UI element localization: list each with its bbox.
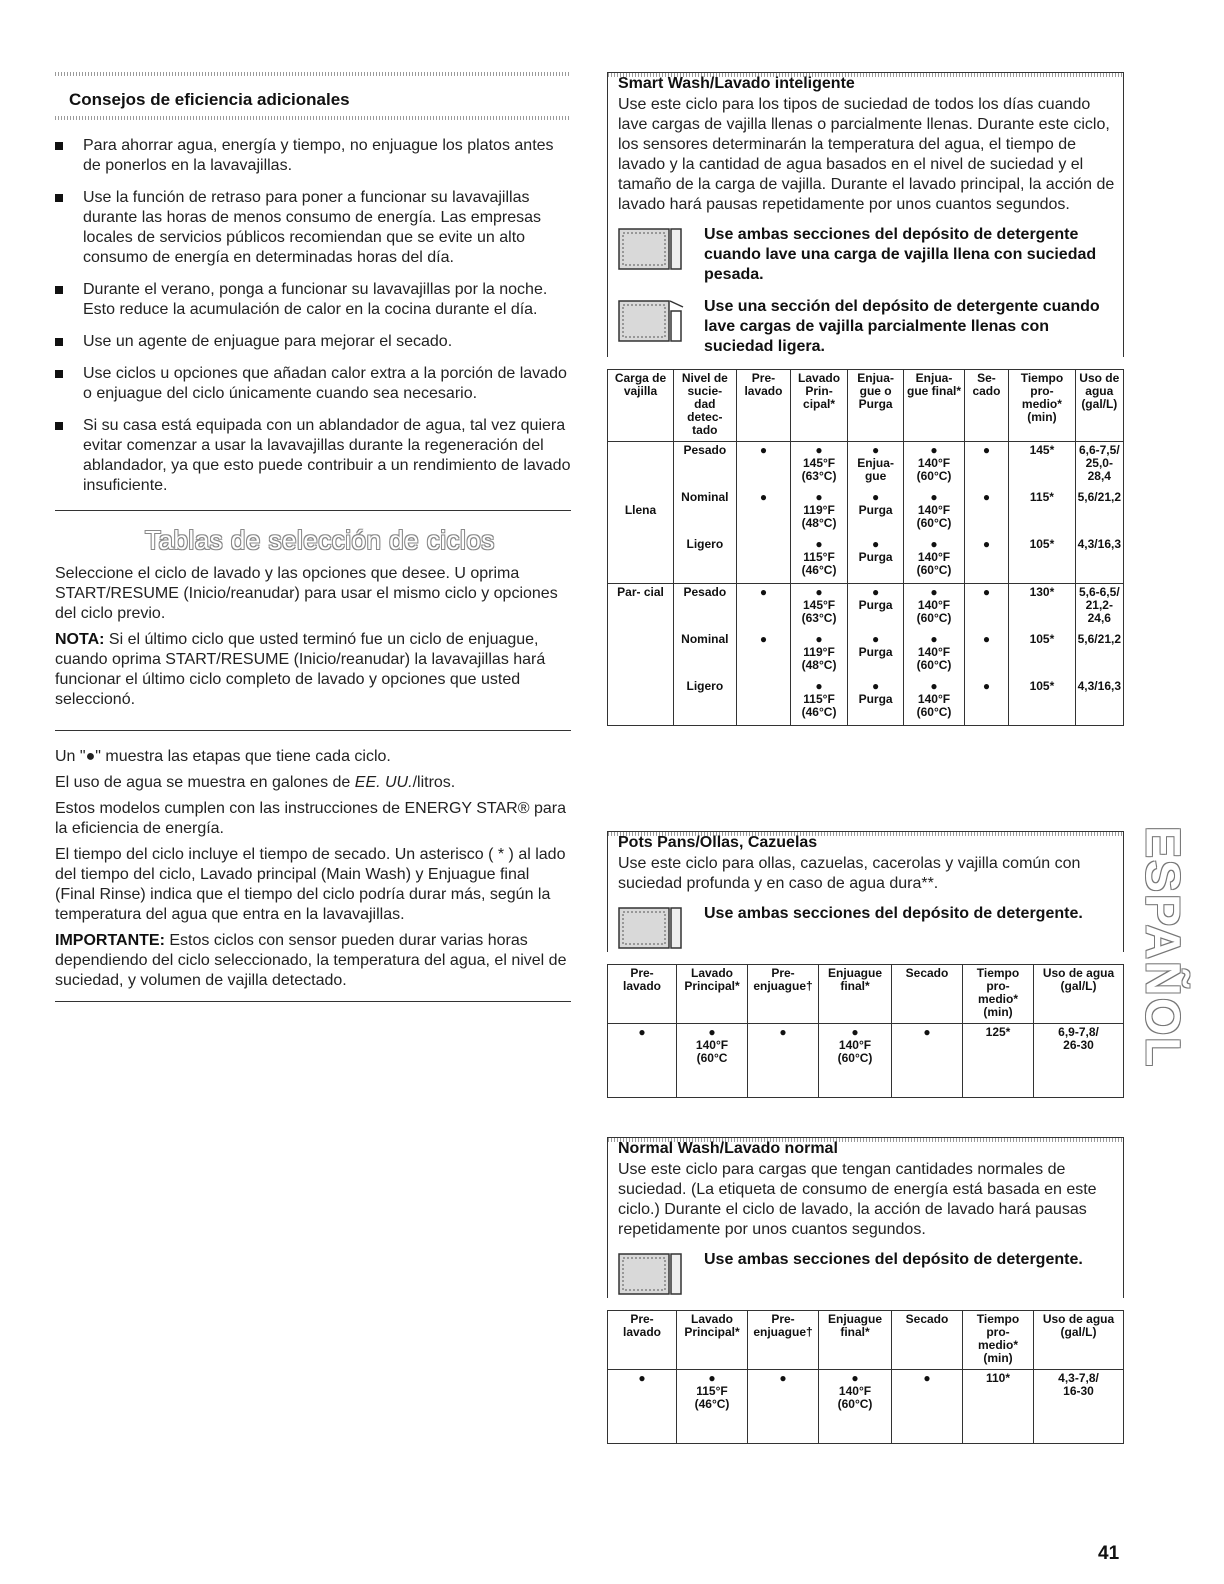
table-row: [608, 536, 1124, 584]
temp-c: (48°C): [801, 516, 837, 530]
temp-c: (60°C): [916, 611, 952, 625]
temp-f: 145°F: [802, 598, 836, 612]
temp-c: (46°C): [801, 563, 837, 577]
rinse-label-2: gue: [864, 469, 887, 483]
smart-wash-desc: Use este ciclo para los tipos de suciedad de todos los días cuando lave cargas de vajilla llenas o parcialmente llenas. Durante este ciclo, los sensores determinarán la temperatura del agua, el tiempo de lavado y la cantidad de agua basados en el nivel de suciedad y el tamaño de la carga de vajilla. Durante el lavado principal, la acción de lavado hará pausas repetidamente por unos cuantos segundos.: [618, 96, 1115, 213]
rinse-label: Enjua-: [857, 456, 894, 470]
dry-cell: ●: [964, 584, 1009, 632]
dot: ●: [930, 490, 938, 504]
main-wash-cell: [677, 1024, 748, 1072]
dot: ●: [930, 679, 938, 693]
cycle-tables-note: [55, 630, 571, 710]
rinse-cell: [847, 489, 903, 536]
main-wash-cell: [791, 536, 848, 584]
normal-wash-box: [607, 1137, 1124, 1444]
prerinse-cell: ●: [748, 1024, 819, 1072]
detergent-both-text: Use ambas secciones del depósito de detergente.: [704, 905, 1083, 922]
temp-c: (63°C): [801, 611, 837, 625]
col-header: Enjua- gue final*: [904, 370, 964, 442]
legend-dot: Un "●" muestra las etapas que tiene cada ciclo.: [55, 748, 391, 765]
level-cell: Ligero: [674, 678, 737, 726]
time-cell: 130*: [1009, 584, 1075, 632]
main-wash-cell: [791, 678, 848, 726]
temp-c: (60°C): [916, 563, 952, 577]
water-cell: 5,6/21,2: [1077, 632, 1121, 646]
dry-cell: ●: [892, 1024, 963, 1072]
spacer-cell: [608, 1071, 677, 1098]
water-a: 6,6-7,5/: [1078, 443, 1120, 457]
detergent-one-row: [618, 297, 1115, 357]
col-header: Lavado Principal*: [677, 1311, 748, 1370]
time-cell: 145*: [1009, 442, 1075, 490]
detergent-one-text: Use una sección del depósito de detergente cuando lave cargas de vajilla parcialmente llenas con suciedad ligera.: [704, 298, 1100, 355]
tip-item: Use ciclos u opciones que añadan calor extra a la porción de lavado o enjuague del ciclo únicamente cuando sea necesario.: [55, 364, 571, 404]
smart-wash-body: [607, 93, 1124, 357]
dot: ●: [930, 585, 938, 599]
table-spacer-row: [608, 1071, 1124, 1098]
detergent-dispenser-icon: [618, 1250, 684, 1298]
prewash-cell: ●: [736, 489, 791, 536]
col-header: Carga de vajilla: [608, 370, 674, 442]
level-cell: Nominal: [674, 631, 737, 678]
level-cell: Pesado: [674, 584, 737, 632]
important-text: Estos ciclos con sensor pueden durar varias horas dependiendo del ciclo seleccionado, la temperatura del agua, el nivel de suciedad, y volumen de vajilla detectado.: [55, 932, 567, 989]
smart-wash-table: [607, 369, 1124, 726]
pots-pans-title: Pots Pans/Ollas, Cazuelas: [607, 831, 1124, 852]
dry-cell: ●: [964, 536, 1009, 584]
dot: ●: [708, 1371, 716, 1385]
rinse-label: Purga: [858, 692, 893, 706]
spacer-cell: [608, 1417, 677, 1444]
left-column: [55, 72, 571, 1002]
temp-f: 140°F: [838, 1384, 872, 1398]
load-cell: Par- cial: [608, 584, 674, 726]
water-cell: 4,3/16,3: [1077, 537, 1121, 551]
temp-f: 140°F: [917, 503, 951, 517]
col-header: Pre- enjuague†: [748, 965, 819, 1024]
temp-c: (60°C): [837, 1397, 873, 1411]
page-number: 41: [1098, 1543, 1120, 1564]
table-row: [608, 631, 1124, 678]
temp-f: 119°F: [803, 503, 835, 517]
final-rinse-cell: [819, 1024, 892, 1072]
dot: ●: [815, 537, 823, 551]
col-header: Uso de agua (gal/L): [1075, 370, 1123, 442]
col-header: Tiempo pro- medio* (min): [963, 965, 1034, 1024]
col-header: Pre- enjuague†: [748, 1311, 819, 1370]
dry-cell: ●: [964, 631, 1009, 678]
spacer-cell: [748, 1417, 819, 1444]
col-header: Lavado Principal*: [677, 965, 748, 1024]
water-a: 6,9-7,8/: [1058, 1025, 1099, 1039]
tips-list: [55, 136, 571, 496]
prewash-cell: ●: [736, 442, 791, 490]
tips-title: Consejos de eficiencia adicionales: [69, 90, 350, 109]
prewash-cell: ●: [736, 584, 791, 632]
col-header: Nivel de sucie- dad detec- tado: [674, 370, 737, 442]
spacer-cell: [677, 1417, 748, 1444]
tip-item: Durante el verano, ponga a funcionar su lavavajillas por la noche. Esto reduce la acumulación de calor en la cocina durante el día.: [55, 280, 571, 320]
col-header: Secado: [892, 1311, 963, 1370]
temp-f: 145°F: [802, 456, 836, 470]
temp-f: 140°F: [917, 645, 951, 659]
top-dotted-rule: [55, 72, 571, 76]
dot: ●: [930, 443, 938, 457]
dry-cell: ●: [964, 442, 1009, 490]
table-row: [608, 1024, 1124, 1072]
rinse-cell: [847, 631, 903, 678]
spacer-cell: [963, 1417, 1034, 1444]
col-header: Pre- lavado: [608, 1311, 677, 1370]
dot: ●: [815, 679, 823, 693]
water-cell: 4,3/16,3: [1077, 679, 1121, 693]
table-row: [608, 678, 1124, 726]
col-header: Secado: [892, 965, 963, 1024]
table-header-row: [608, 1311, 1124, 1370]
main-wash-cell: [791, 631, 848, 678]
table-header-row: [608, 370, 1124, 442]
rinse-label: Purga: [858, 645, 893, 659]
water-b: 21,2-24,6: [1085, 598, 1113, 625]
bottom-divider: [55, 1001, 571, 1002]
table-row: [608, 489, 1124, 536]
tip-item: Si su casa está equipada con un ablandador de agua, tal vez quiera evitar comenzar a usar la lavavajillas durante la regeneración del ablandador, ya que esto puede contribuir a un rendimiento de lavado insuficiente.: [55, 416, 571, 496]
dot: ●: [930, 537, 938, 551]
rinse-label: Purga: [858, 503, 893, 517]
water-cell: [1075, 584, 1123, 632]
table-row: [608, 584, 1124, 632]
col-header: Se- cado: [964, 370, 1009, 442]
water-cell: [1075, 442, 1123, 490]
legend-asterisk: El tiempo del ciclo incluye el tiempo de secado. Un asterisco ( * ) al lado del tiempo del ciclo, Lavado principal (Main Wash) y Enjuague final (Final Rinse) indica que el tiempo del ciclo podría durar más, según la temperatura del agua que entra en la lavavajillas.: [55, 846, 566, 923]
prewash-cell: ●: [736, 631, 791, 678]
col-header: Uso de agua (gal/L): [1034, 965, 1124, 1024]
temp-f: 140°F: [838, 1038, 872, 1052]
col-header: Tiempo pro- medio* (min): [1009, 370, 1075, 442]
water-a: 5,6-6,5/: [1078, 585, 1120, 599]
prerinse-cell: ●: [748, 1370, 819, 1418]
water-cell: [1034, 1024, 1124, 1072]
cycle-tables-heading: Tablas de selección de ciclos: [145, 525, 495, 555]
water-a: 4,3-7,8/: [1058, 1371, 1099, 1385]
time-cell: 105*: [1009, 536, 1075, 584]
spacer-cell: [1034, 1417, 1124, 1444]
water-b: 25,0-28,4: [1085, 456, 1113, 483]
dot: ●: [871, 679, 880, 693]
tip-item: Para ahorrar agua, energía y tiempo, no enjuague los platos antes de ponerlos en la lavavajillas.: [55, 136, 571, 176]
dot: ●: [708, 1025, 716, 1039]
dot: ●: [851, 1025, 859, 1039]
time-cell: 105*: [1009, 631, 1075, 678]
level-cell: Pesado: [674, 442, 737, 490]
detergent-dispenser-icon: [618, 225, 684, 273]
dot: ●: [815, 443, 823, 457]
spacer-cell: [892, 1417, 963, 1444]
water-b: 26-30: [1063, 1038, 1094, 1052]
detergent-dispenser-open-icon: [618, 297, 684, 345]
temp-c: (46°C): [694, 1397, 730, 1411]
temp-f: 140°F: [917, 550, 951, 564]
detergent-both-text: Use ambas secciones del depósito de detergente.: [704, 1251, 1083, 1268]
normal-wash-body: [607, 1158, 1124, 1298]
rinse-label: Purga: [858, 598, 893, 612]
col-header: Uso de agua (gal/L): [1034, 1311, 1124, 1370]
language-side-tab: ESPAÑOL: [1135, 826, 1189, 1069]
final-rinse-cell: [904, 536, 964, 584]
temp-f: 119°F: [803, 645, 835, 659]
legend-water: [55, 773, 571, 793]
prewash-cell: [736, 678, 791, 726]
temp-f: 140°F: [695, 1038, 729, 1052]
dry-cell: ●: [964, 678, 1009, 726]
dry-cell: ●: [892, 1370, 963, 1418]
prewash-cell: ●: [608, 1370, 677, 1418]
pots-pans-desc: Use este ciclo para ollas, cazuelas, cacerolas y vajilla común con suciedad profunda y en caso de agua dura**.: [618, 855, 1081, 892]
dot: ●: [871, 537, 880, 551]
tips-title-rule: [55, 116, 571, 120]
temp-f: 115°F: [803, 692, 835, 706]
legend-important: [55, 931, 571, 991]
tip-item: Use la función de retraso para poner a funcionar su lavavajillas durante las horas de menos consumo de energía. Las empresas locales de servicios públicos recomiendan que se evite un alto consumo de energía en determinadas horas del día.: [55, 188, 571, 268]
dot: ●: [815, 490, 823, 504]
tip-item: Use un agente de enjuague para mejorar el secado.: [55, 332, 571, 352]
dot: ●: [871, 585, 880, 599]
col-header: Pre- lavado: [608, 965, 677, 1024]
temp-c: (46°C): [801, 705, 837, 719]
col-header: Pre- lavado: [736, 370, 791, 442]
water-cell: 5,6/21,2: [1077, 490, 1121, 504]
final-rinse-cell: [819, 1370, 892, 1418]
temp-f: 140°F: [917, 692, 951, 706]
temp-c: (60°C): [916, 469, 952, 483]
temp-f: 140°F: [917, 598, 951, 612]
spacer-cell: [819, 1071, 892, 1098]
time-cell: 110*: [963, 1370, 1034, 1418]
temp-c: (48°C): [801, 658, 837, 672]
smart-wash-rows: [608, 442, 1124, 726]
normal-wash-title: Normal Wash/Lavado normal: [607, 1137, 1124, 1158]
important-label: IMPORTANTE:: [55, 932, 165, 949]
temp-c: (60°C): [916, 658, 952, 672]
dot: ●: [815, 632, 823, 646]
temp-c: (63°C): [801, 469, 837, 483]
note-label: NOTA:: [55, 631, 105, 648]
col-header: Lavado Prin- cipal*: [791, 370, 848, 442]
main-wash-cell: [791, 442, 848, 490]
spacer-cell: [892, 1071, 963, 1098]
smart-wash-title: Smart Wash/Lavado inteligente: [607, 72, 1124, 93]
temp-c: (60°C: [696, 1051, 728, 1065]
time-cell: 115*: [1009, 489, 1075, 536]
dot: ●: [871, 490, 880, 504]
dry-cell: ●: [964, 489, 1009, 536]
water-b: 16-30: [1063, 1384, 1094, 1398]
dot: ●: [815, 585, 823, 599]
normal-wash-table: [607, 1310, 1124, 1444]
spacer-cell: [748, 1071, 819, 1098]
cycle-tables-intro: Seleccione el ciclo de lavado y las opciones que desee. U oprima START/RESUME (Inicio/reanudar) para usar el mismo ciclo y opciones del ciclo previo.: [55, 565, 558, 622]
temp-f: 140°F: [917, 456, 951, 470]
table-row: [608, 1370, 1124, 1418]
time-cell: 125*: [963, 1024, 1034, 1072]
main-wash-cell: [791, 489, 848, 536]
col-header: Enjuague final*: [819, 1311, 892, 1370]
table-row: [608, 442, 1124, 490]
level-cell: Ligero: [674, 536, 737, 584]
dot: ●: [871, 632, 880, 646]
spacer-cell: [819, 1417, 892, 1444]
legend-water-suffix: /litros.: [412, 774, 456, 791]
normal-wash-desc: Use este ciclo para cargas que tengan cantidades normales de suciedad. (La etiqueta de consumo de energía está basada en este ciclo.) Durante el ciclo de lavado, la acción de lavado hará pausas repetidamente por unos cuantos segundos.: [618, 1161, 1097, 1238]
detergent-both-row: [618, 904, 1115, 952]
table-header-row: [608, 965, 1124, 1024]
rinse-cell: [847, 678, 903, 726]
prewash-cell: ●: [608, 1024, 677, 1072]
spacer-cell: [963, 1071, 1034, 1098]
temp-c: (60°C): [837, 1051, 873, 1065]
col-header: Tiempo pro- medio* (min): [963, 1311, 1034, 1370]
time-cell: 105*: [1009, 678, 1075, 726]
dot: ●: [851, 1371, 859, 1385]
final-rinse-cell: [904, 442, 964, 490]
temp-c: (60°C): [916, 705, 952, 719]
temp-f: 115°F: [696, 1384, 728, 1398]
spacer-cell: [1034, 1071, 1124, 1098]
pots-pans-box: [607, 831, 1124, 1098]
rinse-label: Purga: [858, 550, 893, 564]
pots-pans-table: [607, 964, 1124, 1098]
smart-wash-box: [607, 72, 1124, 726]
detergent-both-row: [618, 1250, 1115, 1298]
prewash-cell: [736, 536, 791, 584]
final-rinse-cell: [904, 584, 964, 632]
section-divider: [55, 510, 571, 511]
detergent-both-row: [618, 225, 1115, 285]
level-cell: Nominal: [674, 489, 737, 536]
spacer-cell: [677, 1071, 748, 1098]
temp-f: 115°F: [803, 550, 835, 564]
water-cell: [1034, 1370, 1124, 1418]
rinse-cell: [847, 584, 903, 632]
table-spacer-row: [608, 1417, 1124, 1444]
load-cell: Llena: [608, 442, 674, 584]
rinse-cell: [847, 536, 903, 584]
final-rinse-cell: [904, 631, 964, 678]
temp-c: (60°C): [916, 516, 952, 530]
dot: ●: [930, 632, 938, 646]
legend-water-italic: EE. UU.: [354, 774, 413, 791]
detergent-dispenser-icon: [618, 904, 684, 952]
col-header: Enjuague final*: [819, 965, 892, 1024]
final-rinse-cell: [904, 489, 964, 536]
note-text: Si el último ciclo que usted terminó fue un ciclo de enjuague, cuando oprima START/RESUME (Inicio/reanudar) la lavavajillas hará funcionar el último ciclo completo de lavado y opciones que usted seleccionó.: [55, 631, 546, 708]
rinse-cell: [847, 442, 903, 490]
detergent-both-text: Use ambas secciones del depósito de detergente cuando lave una carga de vajilla llena con suciedad pesada.: [704, 226, 1097, 283]
main-wash-cell: [677, 1370, 748, 1418]
final-rinse-cell: [904, 678, 964, 726]
legend-water-prefix: El uso de agua se muestra en galones de: [55, 774, 355, 791]
legend-energy-star: Estos modelos cumplen con las instrucciones de ENERGY STAR® para la eficiencia de energía.: [55, 800, 566, 837]
pots-pans-body: [607, 852, 1124, 952]
main-wash-cell: [791, 584, 848, 632]
col-header: Enjua- gue o Purga: [847, 370, 903, 442]
dot: ●: [871, 443, 880, 457]
